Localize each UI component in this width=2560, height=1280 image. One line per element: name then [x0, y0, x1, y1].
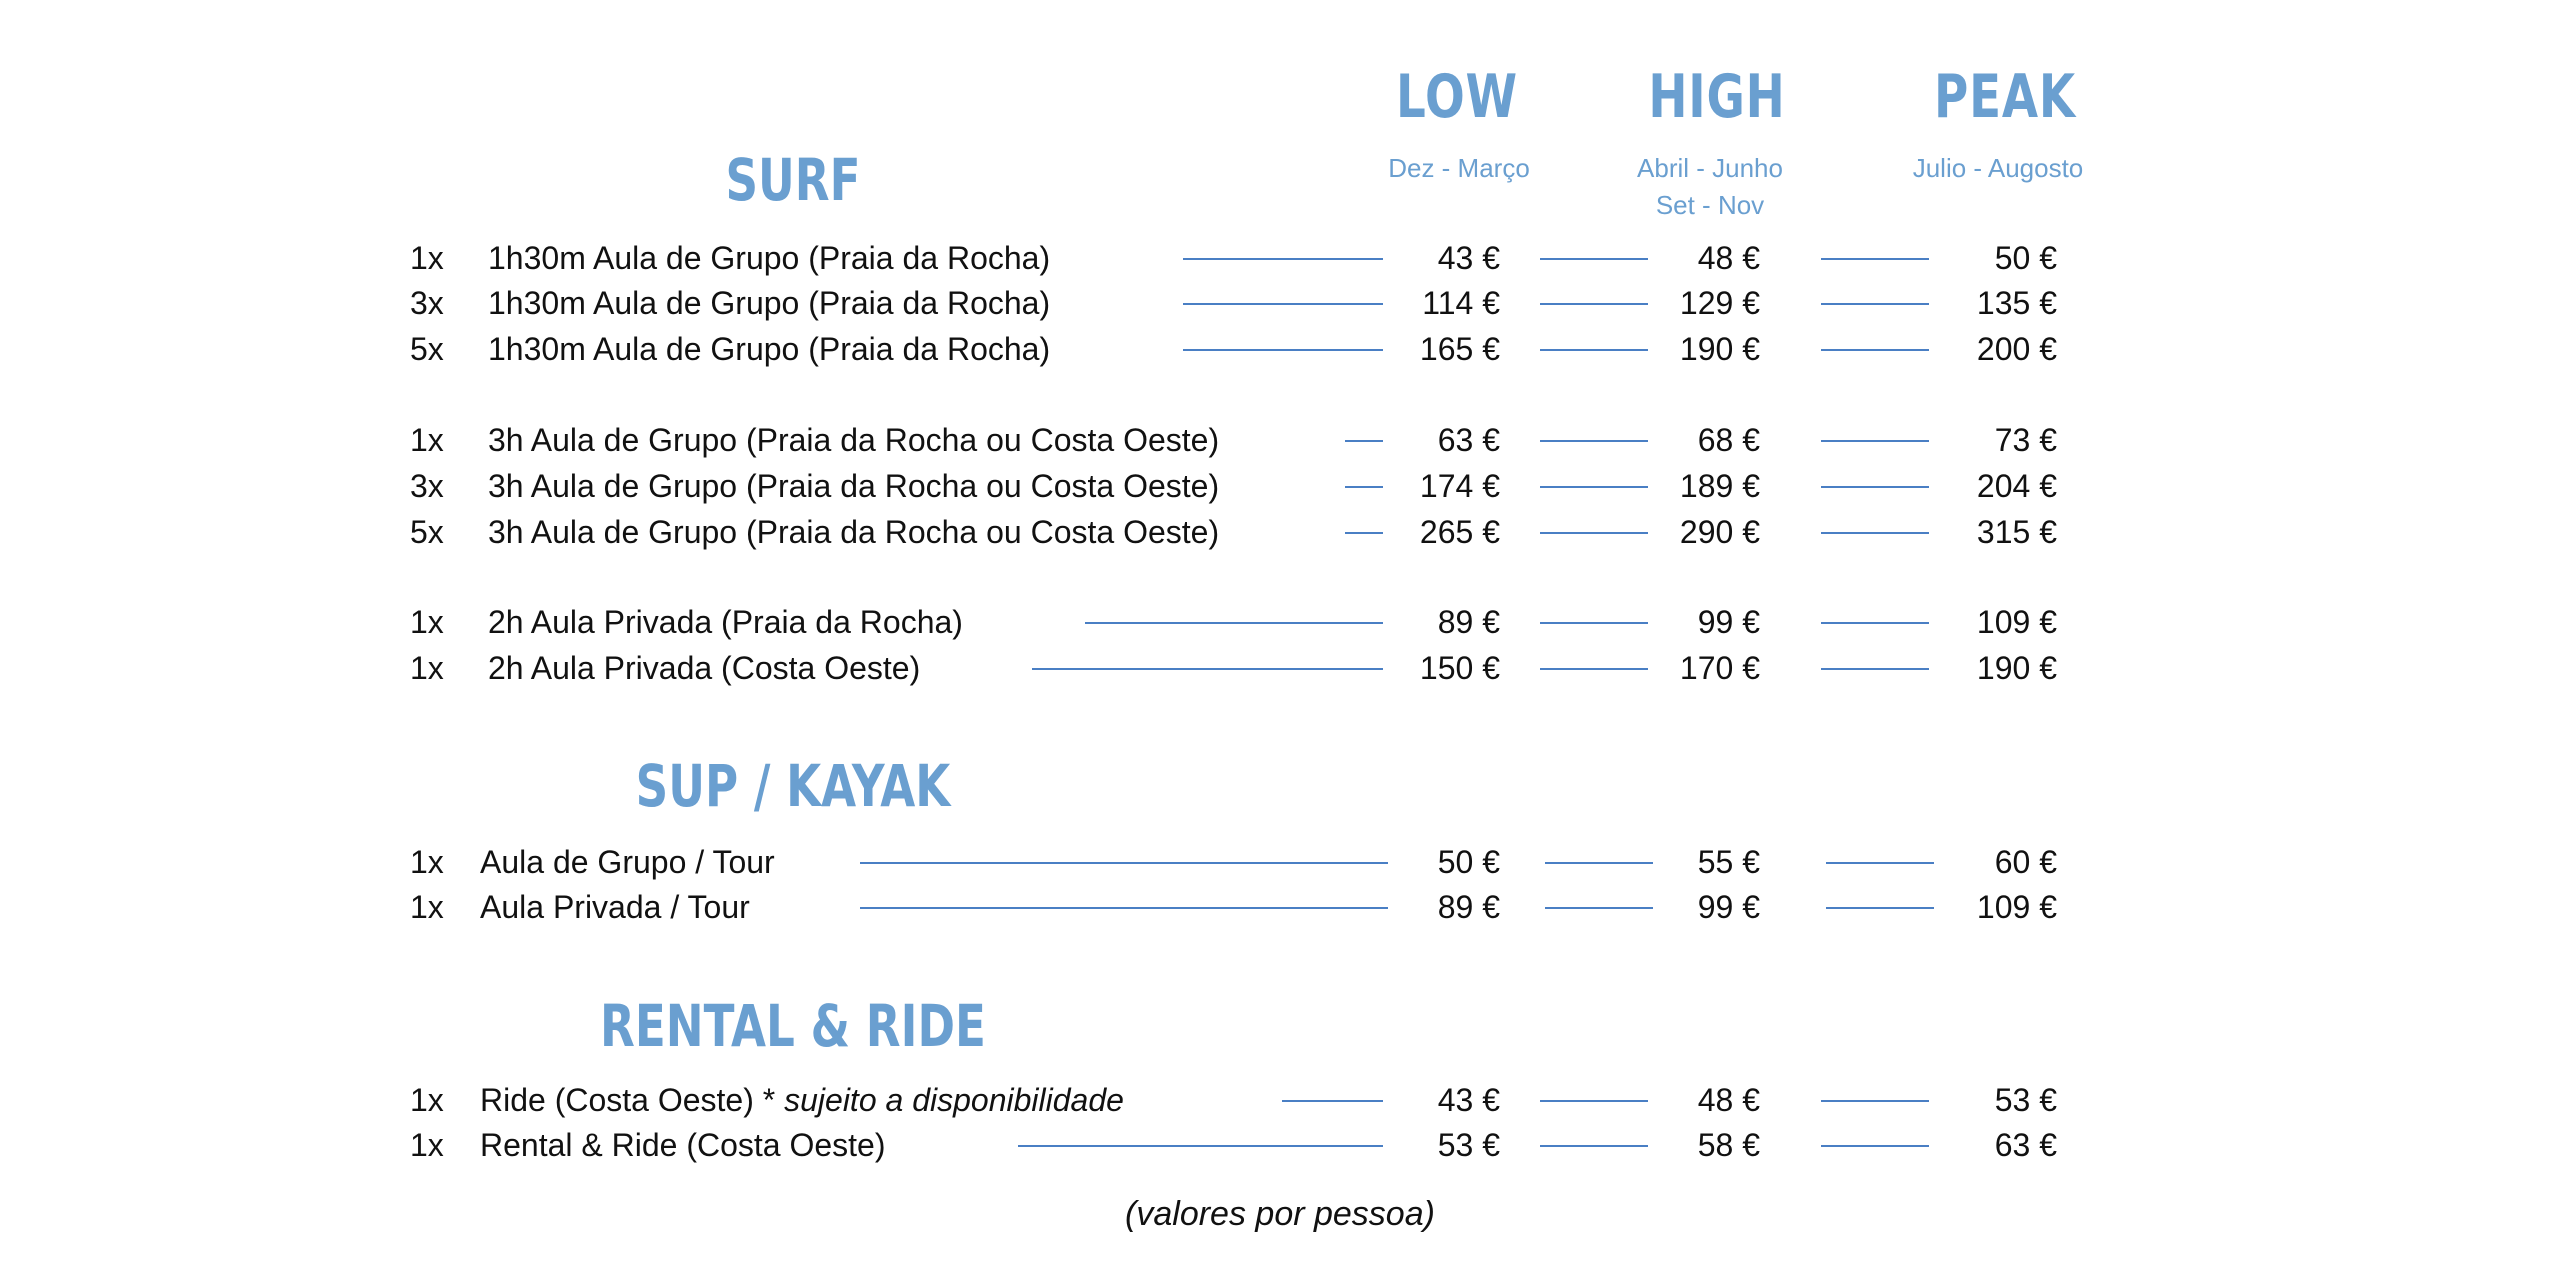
- leader-line: [1018, 1145, 1383, 1147]
- leader-line: [1540, 440, 1648, 442]
- row-quantity: 1x: [410, 422, 444, 458]
- price-high: 55 €: [1697, 844, 1760, 880]
- row-quantity: 1x: [410, 889, 444, 925]
- season-high-range-1: Abril - Junho: [1637, 153, 1783, 183]
- price-peak: 200 €: [1976, 331, 2057, 367]
- leader-line: [1545, 862, 1653, 864]
- price-low: 165 €: [1419, 331, 1500, 367]
- price-peak: 315 €: [1976, 514, 2057, 550]
- leader-line: [1032, 668, 1383, 670]
- row-description: 2h Aula Privada (Costa Oeste): [488, 650, 921, 686]
- leader-line: [1183, 258, 1383, 260]
- price-peak: 109 €: [1976, 604, 2057, 640]
- price-row: [0, 839, 2560, 885]
- leader-line: [1821, 258, 1929, 260]
- price-peak: 135 €: [1976, 285, 2057, 321]
- price-low: 89 €: [1437, 889, 1500, 925]
- leader-line: [1540, 349, 1648, 351]
- season-low-range: Dez - Março: [1388, 153, 1530, 183]
- section-title-rental-ride: RENTAL & RIDE: [600, 992, 986, 1060]
- leader-line: [1821, 349, 1929, 351]
- row-description: Aula de Grupo / Tour: [480, 844, 775, 880]
- row-quantity: 1x: [410, 240, 444, 276]
- price-high: 190 €: [1679, 331, 1760, 367]
- leader-line: [1540, 668, 1648, 670]
- row-quantity: 5x: [410, 331, 444, 367]
- price-row: [0, 417, 2560, 463]
- price-high: 68 €: [1697, 422, 1760, 458]
- row-description: 1h30m Aula de Grupo (Praia da Rocha): [488, 331, 1051, 367]
- leader-line: [1540, 1145, 1648, 1147]
- price-peak: 204 €: [1976, 468, 2057, 504]
- price-row: [0, 463, 2560, 509]
- price-row: [0, 1077, 2560, 1123]
- price-peak: 190 €: [1976, 650, 2057, 686]
- leader-line: [1540, 486, 1648, 488]
- price-peak: 53 €: [1994, 1082, 2057, 1118]
- price-high: 48 €: [1697, 1082, 1760, 1118]
- row-description: 3h Aula de Grupo (Praia da Rocha ou Costa Oeste): [488, 468, 1220, 504]
- row-description: 2h Aula Privada (Praia da Rocha): [488, 604, 963, 640]
- price-low: 265 €: [1419, 514, 1500, 550]
- price-peak: 60 €: [1994, 844, 2057, 880]
- leader-line: [1821, 1145, 1929, 1147]
- row-quantity: 5x: [410, 514, 444, 550]
- price-high: 290 €: [1679, 514, 1760, 550]
- leader-line: [1540, 303, 1648, 305]
- price-low: 43 €: [1437, 1082, 1500, 1118]
- leader-line: [1540, 258, 1648, 260]
- leader-line: [1345, 440, 1383, 442]
- price-row: [0, 645, 2560, 691]
- row-description: 3h Aula de Grupo (Praia da Rocha ou Costa Oeste): [488, 514, 1220, 550]
- leader-line: [1821, 1100, 1929, 1102]
- leader-line: [860, 862, 1388, 864]
- row-quantity: 1x: [410, 604, 444, 640]
- leader-line: [1345, 486, 1383, 488]
- row-quantity: 1x: [410, 1082, 444, 1118]
- row-quantity: 1x: [410, 650, 444, 686]
- leader-line: [1821, 303, 1929, 305]
- price-low: 43 €: [1437, 240, 1500, 276]
- season-peak-range: Julio - Augosto: [1912, 153, 2084, 183]
- price-low: 53 €: [1437, 1127, 1500, 1163]
- price-low: 150 €: [1419, 650, 1500, 686]
- price-high: 99 €: [1697, 604, 1760, 640]
- price-row: [0, 235, 2560, 281]
- price-peak: 73 €: [1994, 422, 2057, 458]
- row-quantity: 3x: [410, 468, 444, 504]
- row-description: 1h30m Aula de Grupo (Praia da Rocha): [488, 285, 1051, 321]
- availability-note: sujeito a disponibilidade: [784, 1082, 1124, 1118]
- leader-line: [1540, 622, 1648, 624]
- row-quantity: 3x: [410, 285, 444, 321]
- leader-line: [1540, 1100, 1648, 1102]
- season-high-title: HIGH: [1648, 62, 1786, 132]
- leader-line: [1085, 622, 1383, 624]
- leader-line: [1826, 907, 1934, 909]
- price-peak: 63 €: [1994, 1127, 2057, 1163]
- price-low: 114 €: [1422, 285, 1500, 321]
- section-title-sup-kayak: SUP / KAYAK: [635, 752, 951, 820]
- season-high-range-2: Set - Nov: [1655, 190, 1765, 220]
- row-description: Rental & Ride (Costa Oeste): [480, 1127, 886, 1163]
- price-high: 58 €: [1697, 1127, 1760, 1163]
- price-row: [0, 509, 2560, 555]
- leader-line: [1821, 668, 1929, 670]
- leader-line: [1826, 862, 1934, 864]
- per-person-note: (valores por pessoa): [1125, 1195, 1435, 1233]
- leader-line: [1540, 532, 1648, 534]
- leader-line: [1183, 303, 1383, 305]
- row-quantity: 1x: [410, 1127, 444, 1163]
- price-row: [0, 326, 2560, 372]
- price-row: [0, 884, 2560, 930]
- season-peak-title: PEAK: [1934, 62, 2076, 132]
- row-description: [480, 1077, 1124, 1123]
- row-description: Aula Privada / Tour: [480, 889, 750, 925]
- price-peak: 109 €: [1976, 889, 2057, 925]
- section-title-surf: SURF: [725, 146, 861, 214]
- leader-line: [1345, 532, 1383, 534]
- price-low: 63 €: [1437, 422, 1500, 458]
- price-row: [0, 1122, 2560, 1168]
- row-description-text: Ride (Costa Oeste) *: [480, 1082, 776, 1118]
- price-low: 50 €: [1437, 844, 1500, 880]
- price-high: 99 €: [1697, 889, 1760, 925]
- price-low: 174 €: [1419, 468, 1500, 504]
- price-high: 48 €: [1697, 240, 1760, 276]
- price-high: 170 €: [1679, 650, 1760, 686]
- price-low: 89 €: [1437, 604, 1500, 640]
- price-peak: 50 €: [1994, 240, 2057, 276]
- leader-line: [860, 907, 1388, 909]
- season-low-title: LOW: [1396, 62, 1518, 132]
- row-quantity: 1x: [410, 844, 444, 880]
- price-high: 129 €: [1679, 285, 1760, 321]
- leader-line: [1282, 1100, 1383, 1102]
- leader-line: [1821, 486, 1929, 488]
- row-description: 1h30m Aula de Grupo (Praia da Rocha): [488, 240, 1051, 276]
- price-row: [0, 599, 2560, 645]
- leader-line: [1183, 349, 1383, 351]
- leader-line: [1545, 907, 1653, 909]
- leader-line: [1821, 440, 1929, 442]
- leader-line: [1821, 532, 1929, 534]
- leader-line: [1821, 622, 1929, 624]
- row-description: 3h Aula de Grupo (Praia da Rocha ou Costa Oeste): [488, 422, 1220, 458]
- price-row: [0, 280, 2560, 326]
- price-high: 189 €: [1679, 468, 1760, 504]
